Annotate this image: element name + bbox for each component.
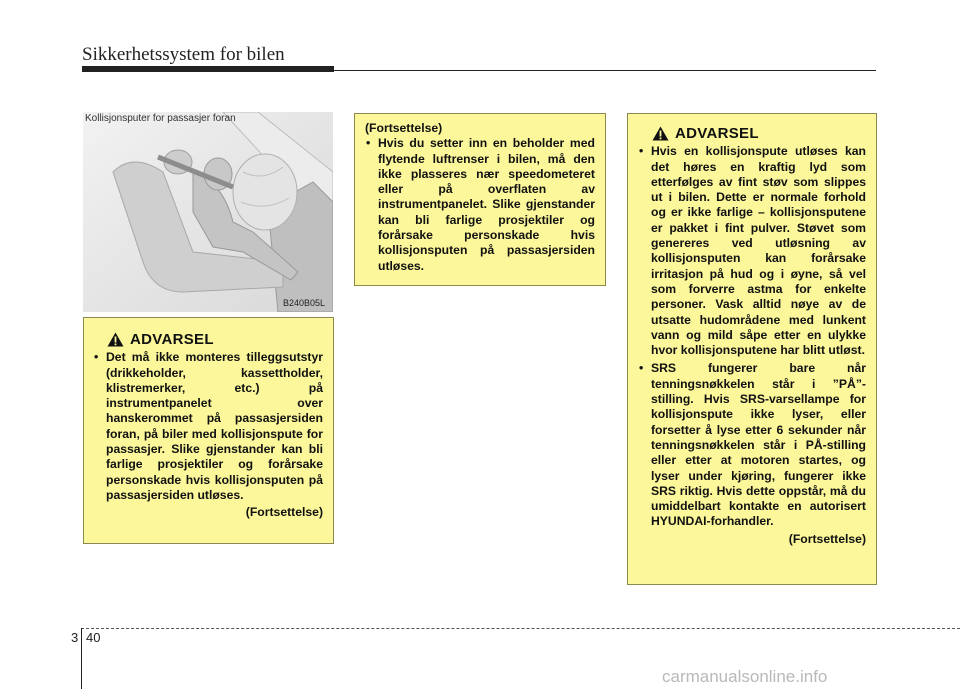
warning-list bbox=[365, 136, 595, 274]
warning-list bbox=[638, 144, 866, 529]
header-rule-thick bbox=[82, 66, 334, 72]
page-header-title: Sikkerhetssystem for bilen bbox=[82, 44, 285, 65]
page-number: 40 bbox=[86, 630, 101, 645]
header-rule-thin bbox=[334, 70, 876, 71]
warning-heading-label: ADVARSEL bbox=[130, 331, 214, 348]
figure-code: B240B05L bbox=[283, 298, 326, 308]
chapter-number: 3 bbox=[71, 630, 79, 645]
list-item: • Hvis en kollisjonspute utløses kan det høres en kraftig lyd som etterfølges av fint støv som slippes ut i bilen. Dette er normale forhold og er ikke farlige – kollisjonsputene er pakket i fint pulver. Støvet som genereres ved utløsning av kollisjonsputen kan forårsake irritasjon på hud og i øyne, så vel som forverre astma for enkelte personer. Vask alltid nøye av de utsatte hudområdene med lunkent vann og mild såpe etter en ulykke hvor kollisjonsputene har blitt utløst. bbox=[638, 144, 866, 358]
figure-caption: Kollisjonsputer for passasjer foran bbox=[85, 113, 236, 124]
list-item: • Hvis du setter inn en beholder med flytende luftrenser i bilen, må den ikke plasseres nær speedometeret eller på overflaten av instrumentpanelet. Slike gjenstander kan bli farlige prosjektiler og forårsake personskade hvis kollisjonsputen på passasjersiden utløses. bbox=[365, 136, 595, 274]
warning-list bbox=[93, 350, 323, 503]
footer-divider bbox=[81, 628, 82, 689]
continued-note: (Fortsettelse) bbox=[788, 531, 866, 546]
warning-box-2 bbox=[354, 113, 606, 286]
warning-heading bbox=[107, 332, 323, 347]
list-item: • SRS fungerer bare når tenningsnøkkelen står i ”PÅ”-stilling. Hvis SRS-varsellampe for kollisjonspute ikke lyser, eller forsetter å lyse etter 6 sekunder når tenningsnøkkelen står i PÅ-stilling eller etter at motoren startes, og lyser under kjøring, fungerer ikke SRS riktig. Hvis dette oppstår, må du umiddelbart kontakte en autorisert HYUNDAI-forhandler. bbox=[638, 361, 866, 529]
watermark: carmanualsonline.info bbox=[662, 667, 828, 686]
airbag-scene bbox=[83, 112, 333, 312]
continued-note: (Fortsettelse) bbox=[245, 505, 323, 520]
list-item: • Det må ikke monteres tilleggsutstyr (drikkeholder, kassettholder, klistremerker, etc.) på instrumentpanelet over hanskerommet på passasjersiden foran, på biler med kollisjonspute for passasjer. Slike gjenstander kan bli farlige prosjektiler og forårsake personskade hvis kollisjonsputen på passasjersiden utløses. bbox=[93, 350, 323, 503]
warning-triangle-icon bbox=[652, 126, 669, 141]
continued-from-note: (Fortsettelse) bbox=[365, 121, 443, 135]
warning-box-1 bbox=[83, 317, 334, 544]
footer-rule bbox=[81, 628, 960, 629]
airbag-illustration bbox=[83, 112, 333, 312]
warning-heading-label: ADVARSEL bbox=[675, 125, 759, 142]
warning-box-3 bbox=[627, 113, 877, 585]
warning-triangle-icon bbox=[107, 332, 124, 347]
warning-heading bbox=[652, 126, 866, 141]
